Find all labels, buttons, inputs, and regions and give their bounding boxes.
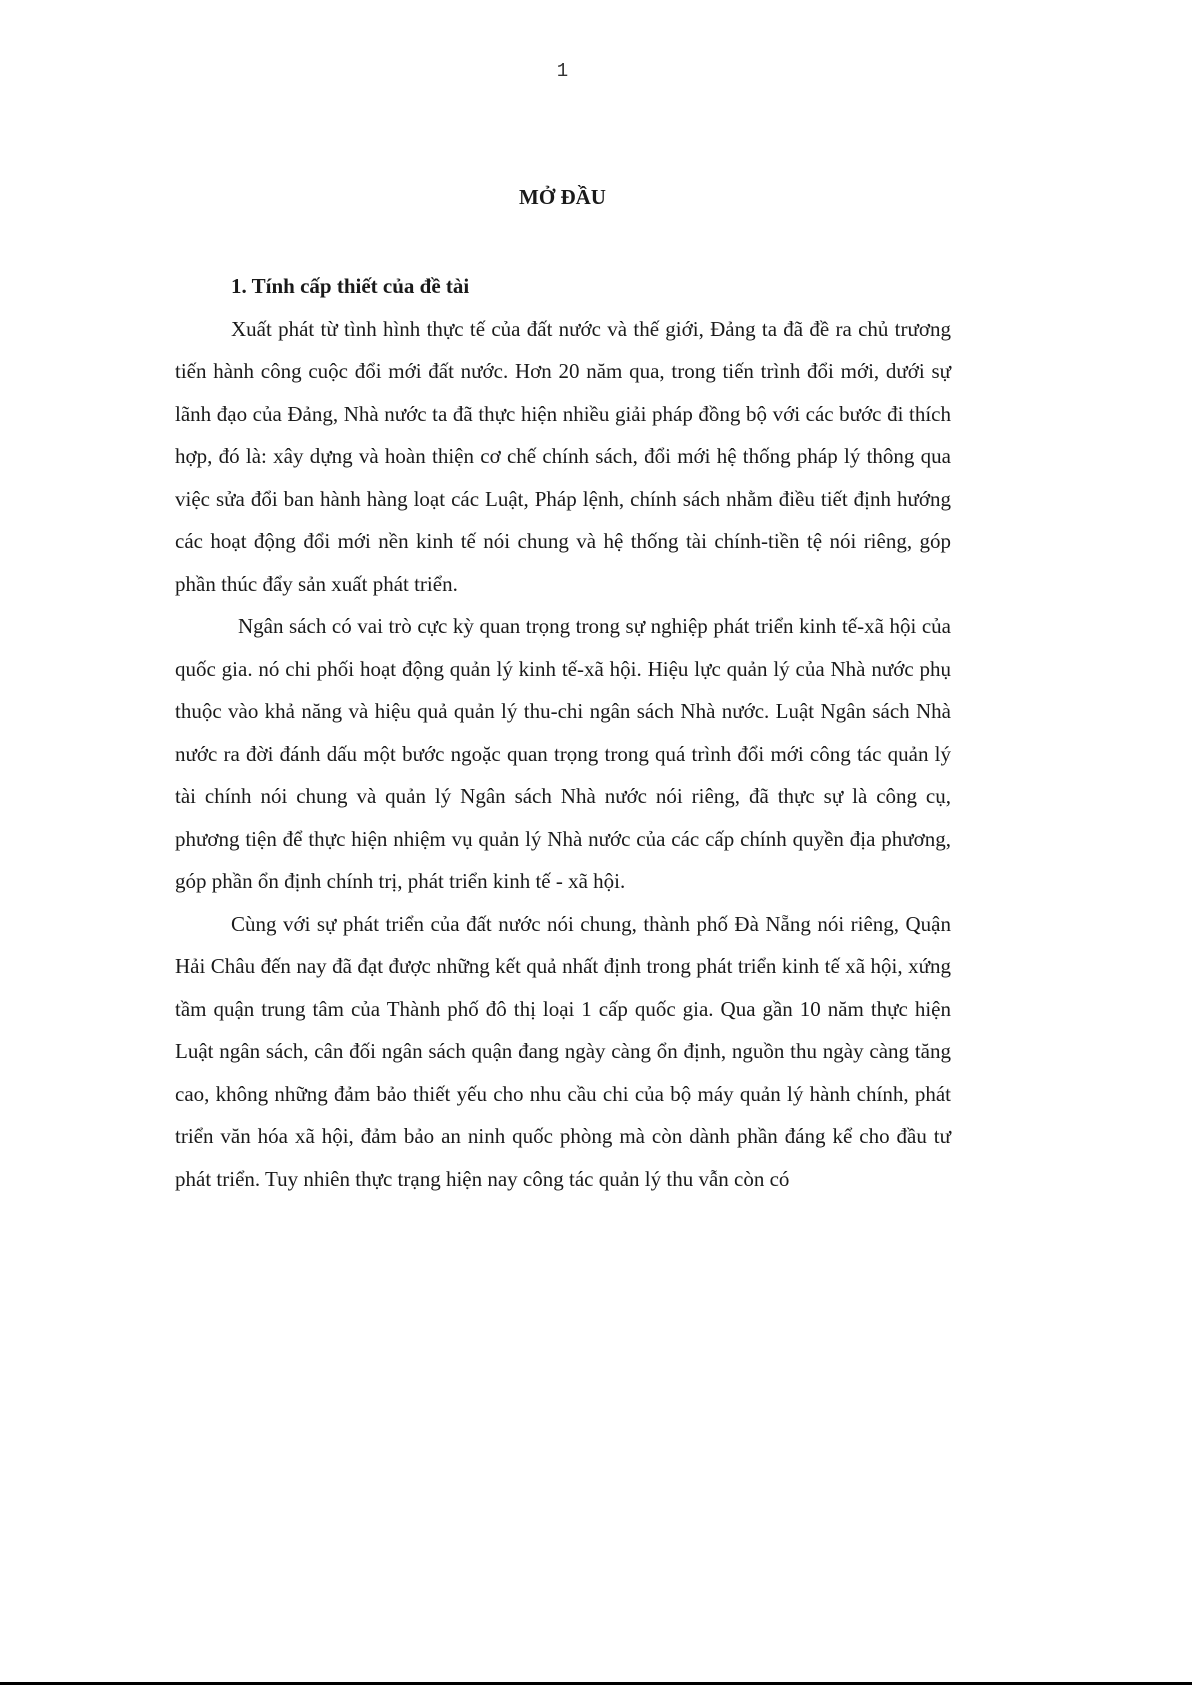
paragraph-3: Cùng với sự phát triển của đất nước nói chung, thành phố Đà Nẵng nói riêng, Quận Hải Châu đến nay đã đạt được những kết quả nhất định trong phát triển kinh tế xã hội, xứng tầm quận trung tâm của Thành phố đô thị loại 1 cấp quốc gia. Qua gần 10 năm thực hiện Luật ngân sách, cân đối ngân sách quận đang ngày càng ổn định, nguồn thu ngày càng tăng cao, không những đảm bảo thiết yếu cho nhu cầu chi của bộ máy quản lý hành chính, phát triển văn hóa xã hội, đảm bảo an ninh quốc phòng mà còn dành phần đáng kể cho đầu tư phát triển. Tuy nhiên thực trạng hiện nay công tác quản lý thu vẫn còn có <box>175 911 951 1191</box>
section-heading: 1. Tính cấp thiết của đề tài <box>231 274 470 298</box>
paragraph-1: Xuất phát từ tình hình thực tế của đất nước và thế giới, Đảng ta đã đề ra chủ trương tiến hành công cuộc đổi mới đất nước. Hơn 20 năm qua, trong tiến trình đổi mới, dưới sự lãnh đạo của Đảng, Nhà nước ta đã thực hiện nhiều giải pháp đồng bộ với các bước đi thích hợp, đó là: xây dựng và hoàn thiện cơ chế chính sách, đổi mới hệ thống pháp lý thông qua việc sửa đổi ban hành hàng loạt các Luật, Pháp lệnh, chính sách nhằm điều tiết định hướng các hoạt động đổi mới nền kinh tế nói chung và hệ thống tài chính-tiền tệ nói riêng, góp phần thúc đẩy sản xuất phát triển. <box>175 316 951 596</box>
paragraph-2: Ngân sách có vai trò cực kỳ quan trọng trong sự nghiệp phát triển kinh tế-xã hội của quốc gia. nó chi phối hoạt động quản lý kinh tế-xã hội. Hiệu lực quản lý của Nhà nước phụ thuộc vào khả năng và hiệu quả quản lý thu-chi ngân sách Nhà nước. Luật Ngân sách Nhà nước ra đời đánh dấu một bước ngoặc quan trọng trong quá trình đổi mới công tác quản lý tài chính nói chung và quản lý Ngân sách Nhà nước nói riêng, đã thực sự là công cụ, phương tiện để thực hiện nhiệm vụ quản lý Nhà nước của các cấp chính quyền địa phương, góp phần ổn định chính trị, phát triển kinh tế - xã hội. <box>175 614 951 893</box>
document-body <box>175 265 951 1200</box>
page-number: 1 <box>556 60 569 82</box>
document-title: MỞ ĐẦU <box>519 185 606 209</box>
